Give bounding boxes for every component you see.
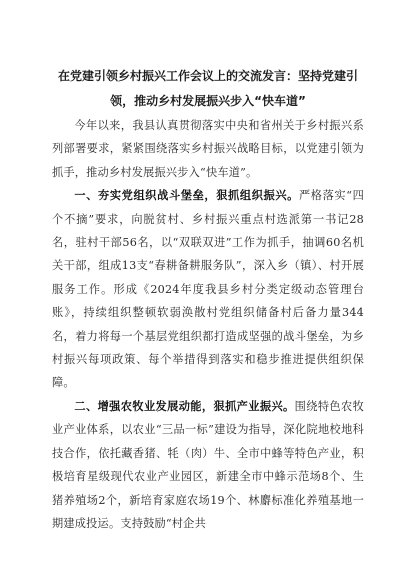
section-1-paragraph xyxy=(52,184,364,395)
section-2-text: 围绕特色农牧业产业体系，以农业“三品一标”建设为指导，深化院地校地科技合作，依托藏香猪、牦（肉）牛、全市中蜂等特色产业，积极培育星级现代农业产业园区，新建全市中蜂示范场8个、生猪养殖场2个，新培育家庭农场19个、林麝标准化养殖基地一期建成投运。支持鼓励“村企共 xyxy=(52,399,364,530)
document-title: 在党建引领乡村振兴工作会议上的交流发言：坚持党建引领，推动乡村发展振兴步入“快车道” xyxy=(57,69,358,108)
section-2-heading: 二、增强农牧业发展动能，狠抓产业振兴。 xyxy=(74,399,295,413)
section-2-paragraph xyxy=(52,395,364,535)
section-1-text: 严格落实“四个不摘”要求，向脱贫村、乡村振兴重点村选派第一书记28名，驻村干部56名，以“双联双进”工作为抓手，抽调60名机关干部，组成13支“春耕备耕服务队”，深入乡（镇）、村开展服务工作。形成《2024年度我县乡村分类定级动态管理台账》，持续组织整顿软弱涣散村党组织储备村后备力量344名，着力将每一个基层党组织都打造成坚强的战斗堡垒，为乡村振兴每项政策、每个举措得到落实和稳步推进提供组织保障。 xyxy=(52,189,364,390)
section-1-heading: 一、夯实党组织战斗堡垒，狠抓组织振兴。 xyxy=(74,189,299,203)
document-body xyxy=(52,114,364,535)
intro-paragraph: 今年以来，我县认真贯彻落实中央和省州关于乡村振兴系列部署要求，紧紧围绕落实乡村振兴战略目标，以党建引领为抓手，推动乡村发展振兴步入“快车道”。 xyxy=(52,119,364,179)
